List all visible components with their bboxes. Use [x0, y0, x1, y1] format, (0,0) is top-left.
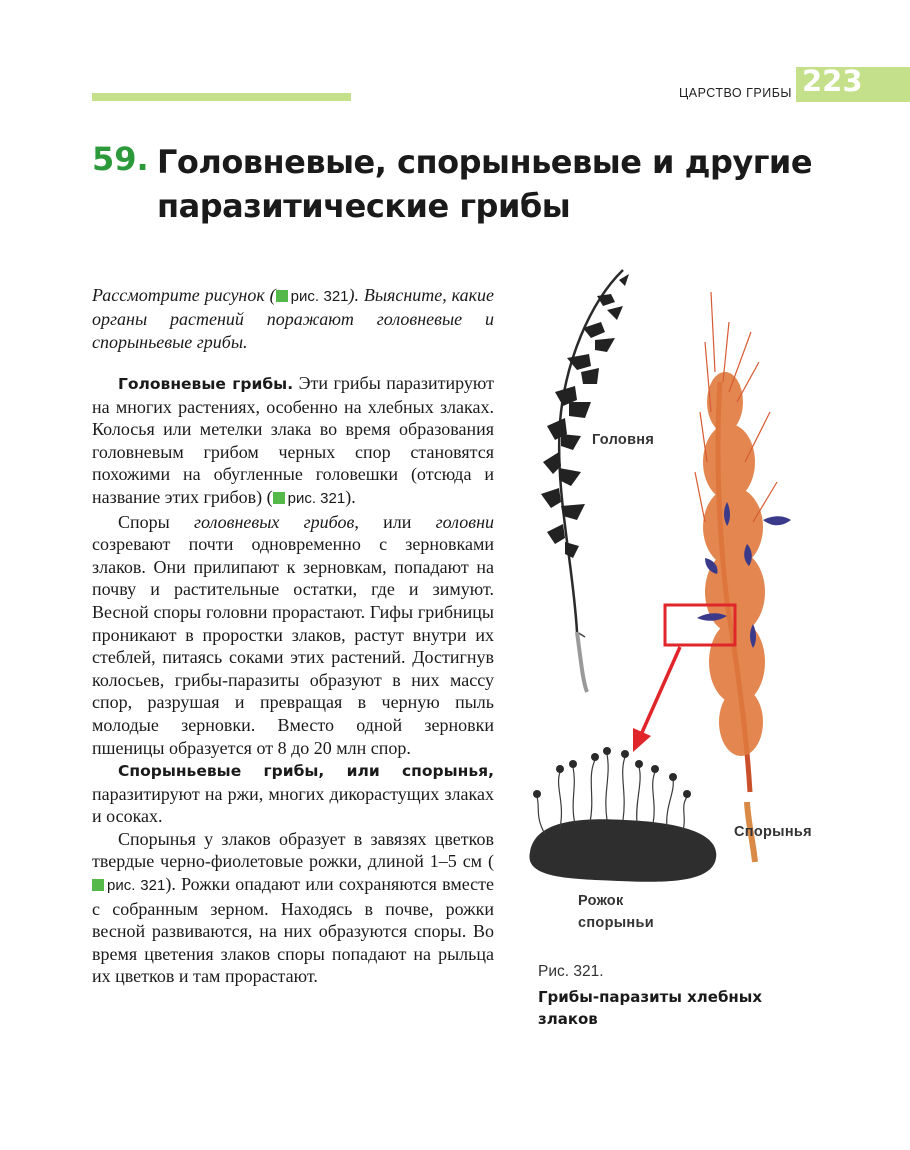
figure-ref-link[interactable] — [276, 288, 349, 305]
paragraph-smut-text: Эти грибы паразитируют на многих растениях, особенно на хлебных злаках. Колосья или метелки злака во время образования головневым грибом черных спор становятся похожими на обугленные головешки (отсюда и название этих грибов) ( — [92, 373, 494, 507]
arrow-line — [640, 647, 680, 737]
chapter-number: 59. — [92, 140, 149, 178]
header-accent-bar — [92, 93, 351, 101]
chapter-title-line-1: Головневые, спорыньевые и другие — [157, 143, 813, 181]
chapter-title-line-2: паразитические грибы — [157, 187, 571, 225]
label-ergot-horn — [578, 890, 654, 934]
figure-321-illustration — [515, 262, 815, 942]
paragraph-smut — [92, 372, 494, 511]
text: ). Рожки опадают или сохраняются вместе с собранным зерном. Находясь в почве, рожки весной развиваются, на них образуются споры. Во время цветения злаков споры попадают на рыльца их цветков и там прорастают. — [92, 874, 494, 987]
figure-ref-marker-icon — [273, 492, 285, 504]
chapter-title — [157, 140, 837, 228]
figure-ref-marker-icon — [276, 290, 288, 302]
heading-ergot: Спорыньевые грибы, или спорынья, — [118, 762, 494, 781]
label-ergot-horn-line-2: спорыньи — [578, 915, 654, 931]
text: созревают почти одновременно с зерновками злаков. Они прилипают к зерновкам, попадают на почву и растительные остатки, где и зимуют. Весной споры головни прорастают. Гифы грибницы проникают в проростки злаков, растут внутри их стеблей, питаясь соками этих растений. Достигнув колосьев, грибы-паразиты образуют в них массу спор, разрушая и превращая в черную пыль молодые зерновки. Вместо одной зерновки пшеницы образуется от 8 до 20 млн спор. — [92, 534, 494, 758]
body-text — [92, 372, 494, 988]
figure-ref-marker-icon — [92, 879, 104, 891]
paragraph-smut-end: ). — [345, 486, 356, 507]
page-number: 223 — [802, 64, 863, 98]
paragraph-ergot — [92, 759, 494, 828]
paragraph-ergot-horns — [92, 828, 494, 988]
page-number-box — [796, 64, 910, 102]
text: Споры — [118, 511, 195, 532]
intro-text-start: Рассмотрите рисунок ( — [92, 285, 276, 305]
label-ergot: Спорынья — [734, 824, 812, 840]
paragraph-ergot-text: паразитируют на ржи, многих дикорастущих злаках и осоках. — [92, 783, 494, 827]
running-header: ЦАРСТВО ГРИБЫ — [678, 86, 792, 100]
paragraph-smut-spores — [92, 511, 494, 760]
label-smut: Головня — [592, 432, 655, 448]
label-ergot-horn-line-1: Рожок — [578, 893, 624, 909]
ergot-spike-drawing — [695, 292, 791, 862]
term-smut-fungi: головневых грибов — [194, 511, 355, 532]
figure-ref-text: рис. 321 — [290, 288, 349, 305]
figure-caption-number: Рис. 321. — [538, 963, 604, 980]
intro-text-end: ). Выясните, какие органы растений поражают головневые и спорыньевые грибы. — [92, 285, 494, 352]
heading-smut: Головневые грибы. — [118, 375, 294, 393]
text: Спорынья у злаков образует в завязях цветков твердые черно-фиолетовые рожки, длиной 1–5 см ( — [92, 828, 494, 872]
intro-task — [92, 284, 494, 354]
figure-caption-title: Грибы-паразиты хлебных злаков — [538, 988, 763, 1028]
smut-panicle-drawing — [541, 270, 629, 692]
text: , или — [354, 511, 436, 532]
figure-ref-link[interactable] — [92, 877, 165, 894]
figure-ref-text: рис. 321 — [287, 489, 346, 507]
figure-ref-link[interactable] — [273, 490, 346, 507]
term-smut: головни — [435, 511, 494, 532]
figure-ref-text: рис. 321 — [107, 877, 166, 895]
ergot-horn-drawing — [529, 747, 716, 882]
